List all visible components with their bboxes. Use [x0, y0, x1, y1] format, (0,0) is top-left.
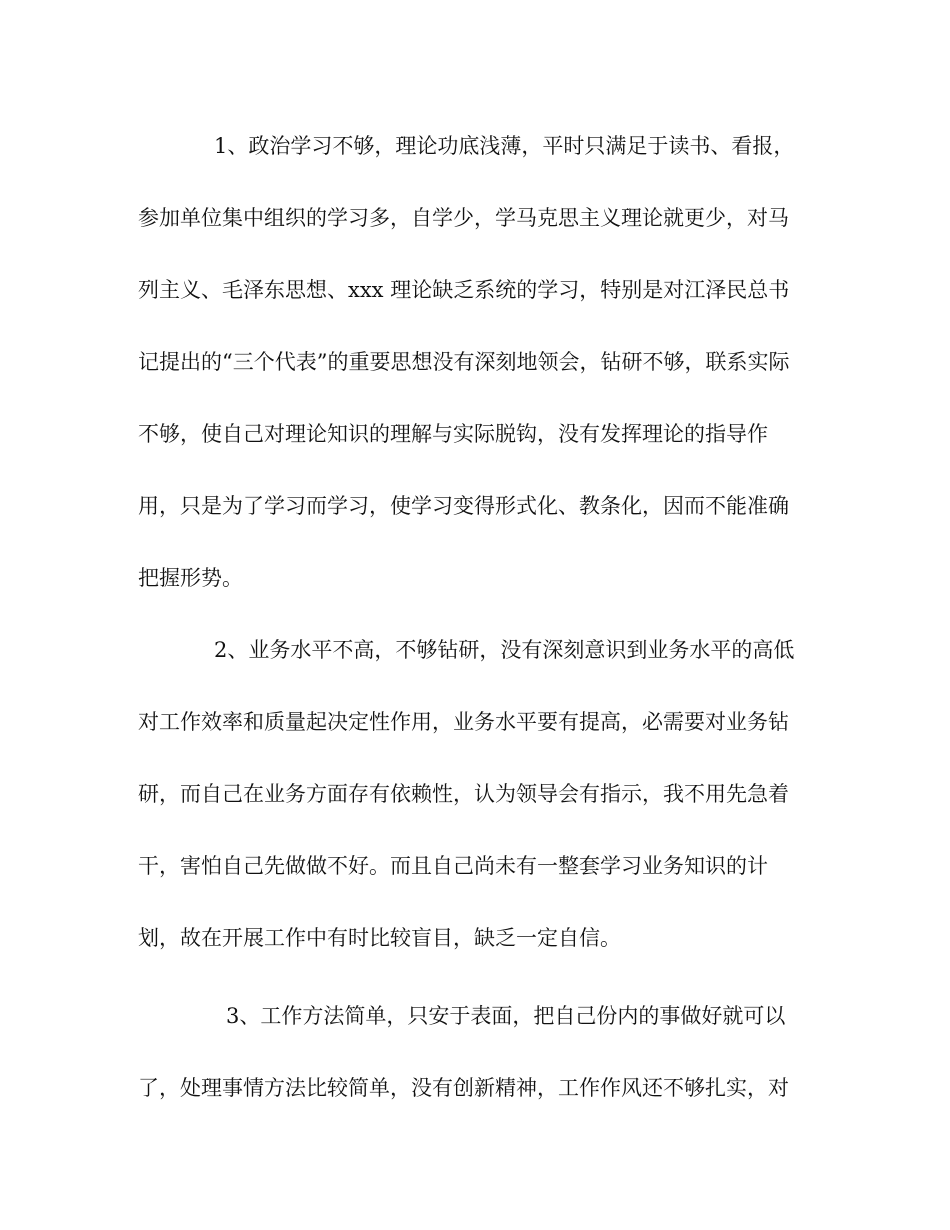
paragraph-1-line-6: 用，只是为了学习而学习，使学习变得形式化、教条化，因而不能准确	[138, 494, 789, 518]
paragraph-2-line-3: 研，而自己在业务方面存有依赖性，认为领导会有指示，我不用先急着	[138, 782, 789, 806]
paragraph-1-line-3: 列主义、毛泽东思想、xxx 理论缺乏系统的学习，特别是对江泽民总书	[138, 278, 790, 302]
paragraph-1-line-1: 1、政治学习不够，理论功底浅薄，平时只满足于读书、看报，	[214, 134, 795, 158]
paragraph-3-line-1: 3、工作方法简单，只安于表面，把自己份内的事做好就可以	[226, 1004, 786, 1028]
paragraph-2-line-2: 对工作效率和质量起决定性作用，业务水平要有提高，必需要对业务钻	[138, 710, 789, 734]
paragraph-3-line-2: 了，处理事情方法比较简单，没有创新精神，工作作风还不够扎实，对	[138, 1076, 789, 1100]
paragraph-2-line-5: 划，故在开展工作中有时比较盲目，缺乏一定自信。	[138, 926, 621, 950]
paragraph-1-line-4: 记提出的“三个代表”的重要思想没有深刻地领会，钻研不够，联系实际	[138, 350, 790, 374]
paragraph-2-line-4: 干，害怕自己先做做不好。而且自己尚未有一整套学习业务知识的计	[138, 854, 768, 878]
paragraph-1-line-5: 不够，使自己对理论知识的理解与实际脱钩，没有发挥理论的指导作	[138, 422, 768, 446]
paragraph-1-line-2: 参加单位集中组织的学习多，自学少，学马克思主义理论就更少，对马	[138, 206, 789, 230]
paragraph-2-line-1: 2、业务水平不高，不够钻研，没有深刻意识到业务水平的高低	[214, 638, 795, 662]
paragraph-1-line-7: 把握形势。	[138, 566, 243, 590]
